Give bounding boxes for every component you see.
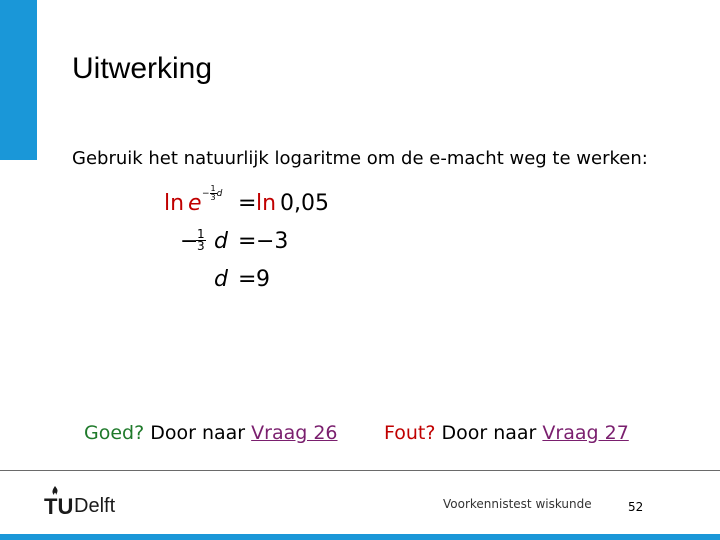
eq-3: = (238, 267, 257, 292)
exponent (202, 185, 222, 202)
rhs-1: 0,05 (280, 191, 329, 216)
rhs-2: −3 (256, 229, 289, 254)
wrong-prefix: Fout? (384, 422, 436, 444)
fraction-2 (196, 229, 206, 252)
exponent-minus: − (202, 189, 210, 199)
correct-prefix: Goed? (84, 422, 145, 444)
rhs-3: 9 (256, 267, 270, 292)
ln-right: ln (256, 191, 277, 216)
exponent-numerator: 1 (210, 184, 216, 193)
e-base: e (188, 191, 202, 216)
numerator-2: 1 (197, 227, 205, 241)
answer-wrong (384, 422, 629, 444)
link-vraag-26[interactable]: Vraag 26 (251, 422, 338, 444)
minus-2: − (180, 229, 199, 254)
ln-left: ln (164, 191, 185, 216)
page-number: 52 (628, 500, 644, 514)
slide-title: Uitwerking (72, 52, 213, 85)
logo-tu: TU (44, 494, 74, 519)
bottom-stripe (0, 534, 720, 540)
math-derivation (150, 183, 380, 303)
link-vraag-27[interactable]: Vraag 27 (542, 422, 629, 444)
denominator-2: 3 (197, 239, 205, 253)
var-3: d (214, 267, 228, 292)
exponent-fraction (210, 185, 217, 202)
exponent-var: d (216, 189, 223, 199)
accent-bar (0, 0, 37, 160)
exponent-denominator: 3 (210, 193, 216, 202)
logo-delft: Delft (74, 495, 116, 517)
var-2: d (214, 229, 228, 254)
course-name: Voorkennistest wiskunde (443, 497, 592, 511)
intro-text: Gebruik het natuurlijk logaritme om de e-macht weg te werken: (72, 148, 648, 169)
eq-1: = (238, 191, 257, 216)
answer-correct (84, 422, 338, 444)
footer-divider (0, 470, 720, 471)
eq-2: = (238, 229, 257, 254)
correct-text: Door naar (144, 422, 252, 444)
wrong-text: Door naar (435, 422, 543, 444)
